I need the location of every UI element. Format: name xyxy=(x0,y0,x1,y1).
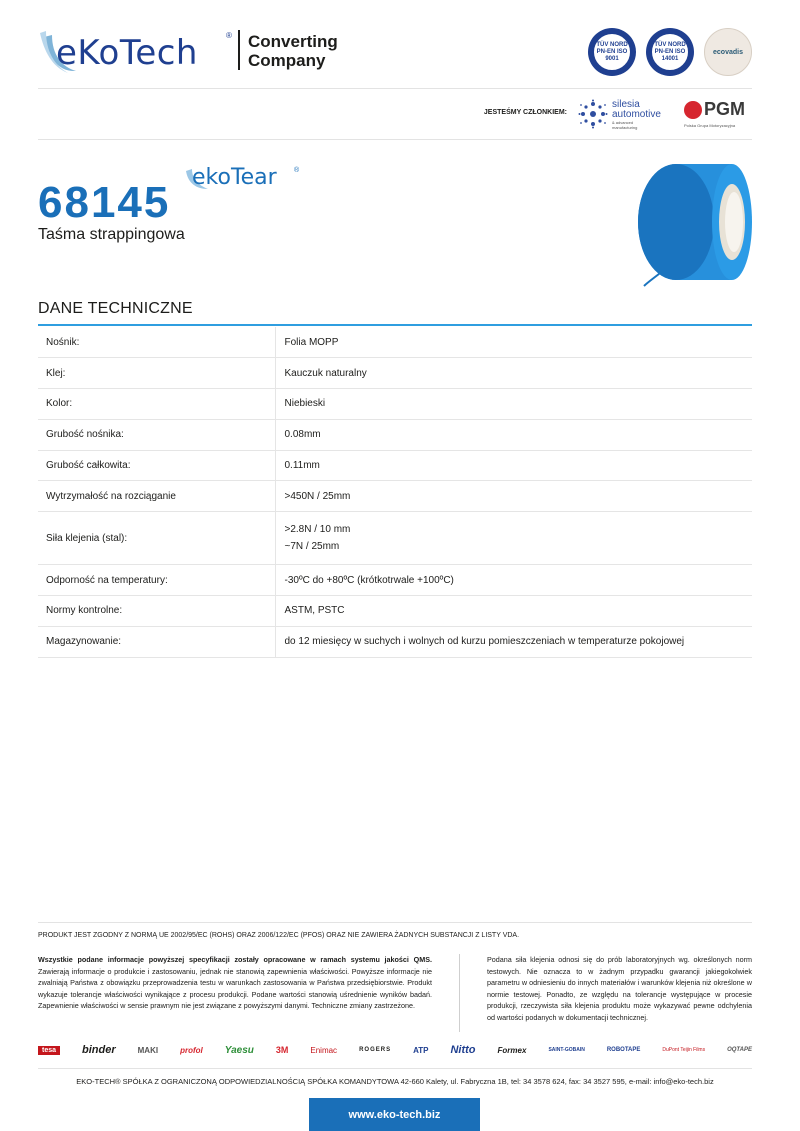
spec-label: Odporność na temperatury: xyxy=(38,565,275,596)
tape-roll-image xyxy=(634,160,752,288)
spec-label: Klej: xyxy=(38,358,275,389)
tagline-line-1: Converting xyxy=(248,32,338,51)
partner-logo-formex[interactable]: Formex xyxy=(497,1045,527,1055)
company-rule xyxy=(38,1068,752,1069)
spec-value: Kauczuk naturalny xyxy=(275,358,752,389)
spec-value: do 12 miesięcy w suchych i wolnych od kurzu pomieszczeniach w temperaturze pokojowej xyxy=(275,626,752,657)
disclaimer-left-text: Zawierają informacje o produkcie i zastosowaniu, jednak nie stanowią zapewnienia właściwości. Powyższe informacje nie zwalniają Państwa z obowiązku przeprowadzenia testu w warunkach zastosowania w Państwa przedsiębiorstwie. Produkt wykazuje tolerancje właściwości wynikające z procesu produkcji. Podane wartości stanowią uśrednienie wyników badań. Zapewnienie właściwości w sensie prawnym nie jest związane z powyższymi danymi. Techniczne zmiany zastrzeżone. xyxy=(38,966,432,1010)
partner-logo-oqtape[interactable]: OQTAPE xyxy=(727,1047,752,1053)
partner-logo-atp[interactable]: ATP xyxy=(413,1045,429,1055)
spec-label: Grubość nośnika: xyxy=(38,419,275,450)
silesia-line-3: & advanced xyxy=(612,120,634,125)
partner-logo-nitto[interactable]: Nitto xyxy=(450,1044,476,1056)
spec-value: 0.08mm xyxy=(275,419,752,450)
silesia-line-1: silesia xyxy=(612,99,640,110)
page-header xyxy=(38,22,752,88)
spec-value-line-1: >2.8N / 10 mm xyxy=(284,524,351,536)
disclaimer-left xyxy=(38,954,432,1012)
partner-logo-robotape[interactable]: ROBOTAPE xyxy=(606,1047,641,1053)
section-rule xyxy=(38,324,752,326)
logo-registered-mark: ® xyxy=(226,31,232,40)
partner-logo-saint-gobain[interactable]: SAINT-GOBAIN xyxy=(548,1047,585,1053)
spec-label: Magazynowanie: xyxy=(38,626,275,657)
iso-9001-badge-icon xyxy=(588,28,636,76)
table-row xyxy=(38,565,752,596)
spec-label: Nośnik: xyxy=(38,327,275,358)
header-divider xyxy=(238,30,240,70)
spec-value: >450N / 25mm xyxy=(275,481,752,512)
silesia-dots-icon xyxy=(578,99,608,129)
ekotear-registered-mark: ® xyxy=(294,167,300,174)
partner-logo-yaesu[interactable]: Yaesu xyxy=(224,1044,254,1056)
spec-value: Folia MOPP xyxy=(275,327,752,358)
ekotear-logo xyxy=(184,165,304,195)
spec-value: ASTM, PSTC xyxy=(275,596,752,627)
spec-label: Kolor: xyxy=(38,389,275,420)
silesia-automotive-logo[interactable] xyxy=(578,97,672,131)
memberships-label: JESTEŚMY CZŁONKIEM: xyxy=(483,109,567,116)
iso-9001-badge-text: TÜV NORD PN-EN ISO 9001 xyxy=(596,41,628,62)
footer-rule xyxy=(38,922,752,923)
compliance-note: PRODUKT JEST ZGODNY Z NORMĄ UE 2002/95/EC (ROHS) ORAZ 2006/122/EC (PFOS) ORAZ NIE ZAWIERA ŻADNYCH SUBSTANCJI Z LISTY VDA. xyxy=(38,932,520,939)
partner-logo-dupont[interactable]: DuPont Teijin Films xyxy=(662,1047,706,1053)
table-row xyxy=(38,626,752,657)
ekotech-logo[interactable] xyxy=(38,27,238,77)
iso-14001-badge-icon xyxy=(646,28,694,76)
memberships xyxy=(38,95,752,135)
disclaimer-divider xyxy=(459,954,460,1032)
table-row xyxy=(38,419,752,450)
certification-badges xyxy=(588,28,752,76)
partner-logo-3m[interactable]: 3M xyxy=(275,1045,289,1055)
table-row xyxy=(38,481,752,512)
spec-label: Grubość całkowita: xyxy=(38,450,275,481)
table-row xyxy=(38,358,752,389)
ekotear-text: ekoTear xyxy=(192,165,277,190)
members-rule xyxy=(38,139,752,140)
partner-logo-profol[interactable]: profol xyxy=(180,1045,203,1055)
partner-logo-binder[interactable]: binder xyxy=(82,1044,116,1056)
logo-text: eKoTech xyxy=(56,33,198,73)
partner-logos xyxy=(38,1041,752,1059)
product-code: 68145 xyxy=(38,178,171,227)
spec-value: Niebieski xyxy=(275,389,752,420)
table-row xyxy=(38,596,752,627)
tagline-line-2: Company xyxy=(248,51,326,70)
iso-14001-badge-text: TÜV NORD PN-EN ISO 14001 xyxy=(654,41,686,62)
pgm-mark-icon xyxy=(684,101,702,119)
spec-value xyxy=(275,512,752,565)
spec-value: -30ºC do +80ºC (krótkotrwale +100ºC) xyxy=(275,565,752,596)
spec-label: Normy kontrolne: xyxy=(38,596,275,627)
partner-logo-tesa[interactable]: tesa xyxy=(38,1046,60,1055)
table-row xyxy=(38,450,752,481)
spec-label: Siła klejenia (stal): xyxy=(38,512,275,565)
silesia-line-2: automotive xyxy=(612,109,661,120)
disclaimer-right: Podana siła klejenia odnosi się do prób laboratoryjnych wg. określonych norm testowych. Nie oznacza to w żadnym przypadku gwarancji jakiegokolwiek parametru w odniesieniu do innych materiałów i warunków klejenia niż określone w normie testowej. Ponadto, ze względu na tolerancje występujące w procesie produkcji, rzeczywista siła klejenia produktu może wykazywać pewne odchylenia od wartości podanych w dokumentacji technicznej. xyxy=(487,955,752,1022)
table-row xyxy=(38,389,752,420)
partner-logo-maki[interactable]: MAKI xyxy=(137,1045,159,1055)
disclaimer-left-bold: Wszystkie podane informacje powyższej specyfikacji zostały opracowane w ramach systemu jakości QMS. xyxy=(38,955,432,964)
spec-value: 0.11mm xyxy=(275,450,752,481)
pgm-text: PGM xyxy=(704,99,746,119)
silesia-line-4: manufacturing xyxy=(612,125,638,130)
tagline xyxy=(248,32,338,70)
spec-label: Wytrzymałość na rozciąganie xyxy=(38,481,275,512)
company-info: EKO-TECH® SPÓŁKA Z OGRANICZONĄ ODPOWIEDZIALNOŚCIĄ SPÓŁKA KOMANDYTOWA 42-660 Kalety, ul. Fabryczna 1B, tel: 34 3578 624, fax: 34 3527 595, e-mail: info@eko-tech.biz xyxy=(76,1077,714,1086)
ecovadis-badge-icon xyxy=(704,28,752,76)
table-row xyxy=(38,512,752,565)
section-title: DANE TECHNICZNE xyxy=(38,300,193,317)
header-rule xyxy=(38,88,752,89)
pgm-subtitle: Polska Grupa Motoryzacyjna xyxy=(684,123,736,128)
product-name: Taśma strappingowa xyxy=(38,226,185,243)
spec-value-line-2: ~7N / 25mm xyxy=(284,541,340,553)
silesia-text xyxy=(612,100,661,130)
table-row xyxy=(38,327,752,358)
website-link[interactable]: www.eko-tech.biz xyxy=(309,1098,480,1131)
partner-logo-enimac[interactable]: Enimac xyxy=(310,1045,338,1055)
ecovadis-badge-text: ecovadis xyxy=(713,48,743,56)
partner-logo-rogers[interactable]: ROGERS xyxy=(359,1047,392,1053)
pgm-logo[interactable] xyxy=(684,99,750,131)
spec-table xyxy=(38,327,752,658)
